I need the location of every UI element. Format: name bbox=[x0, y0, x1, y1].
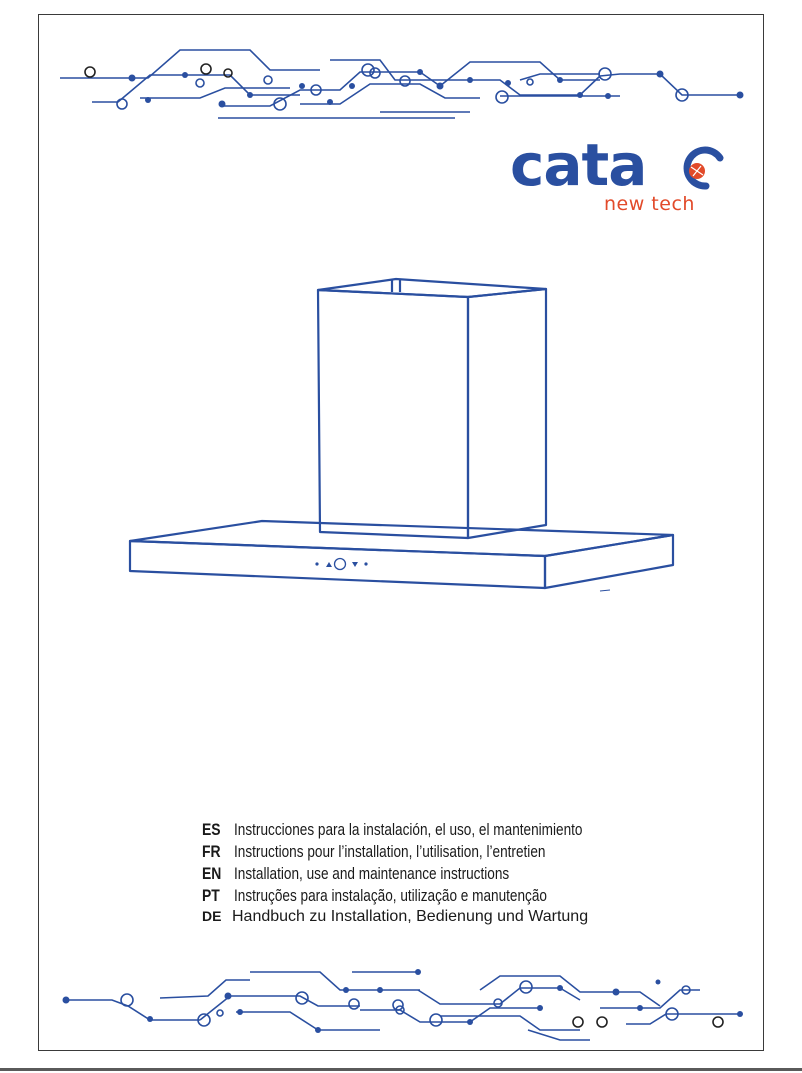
language-title: Instructions pour l’installation, l’utilisation, l’entretien bbox=[234, 842, 546, 861]
language-title: Handbuch zu Installation, Bedienung und Wartung bbox=[232, 908, 589, 925]
language-code: ES bbox=[202, 820, 221, 839]
language-row-en bbox=[202, 864, 672, 886]
bottom-rule bbox=[0, 1068, 802, 1071]
language-code: DE bbox=[202, 908, 222, 924]
language-row-de bbox=[202, 908, 672, 930]
language-code: FR bbox=[202, 842, 221, 861]
control-panel bbox=[335, 559, 346, 570]
language-title: Instrucciones para la instalación, el uso, el mantenimiento bbox=[234, 820, 583, 839]
language-title-list bbox=[202, 820, 672, 930]
language-code: PT bbox=[202, 886, 220, 905]
brand-logo-wordmark: cata bbox=[510, 131, 647, 199]
language-code: EN bbox=[202, 864, 222, 883]
language-title: Installation, use and maintenance instructions bbox=[234, 864, 510, 883]
language-row-fr bbox=[202, 842, 672, 864]
language-row-pt bbox=[202, 886, 672, 908]
language-title: Instruções para instalação, utilização e manutenção bbox=[234, 886, 547, 905]
brand-tagline: new tech bbox=[604, 193, 695, 215]
language-row-es bbox=[202, 820, 672, 842]
